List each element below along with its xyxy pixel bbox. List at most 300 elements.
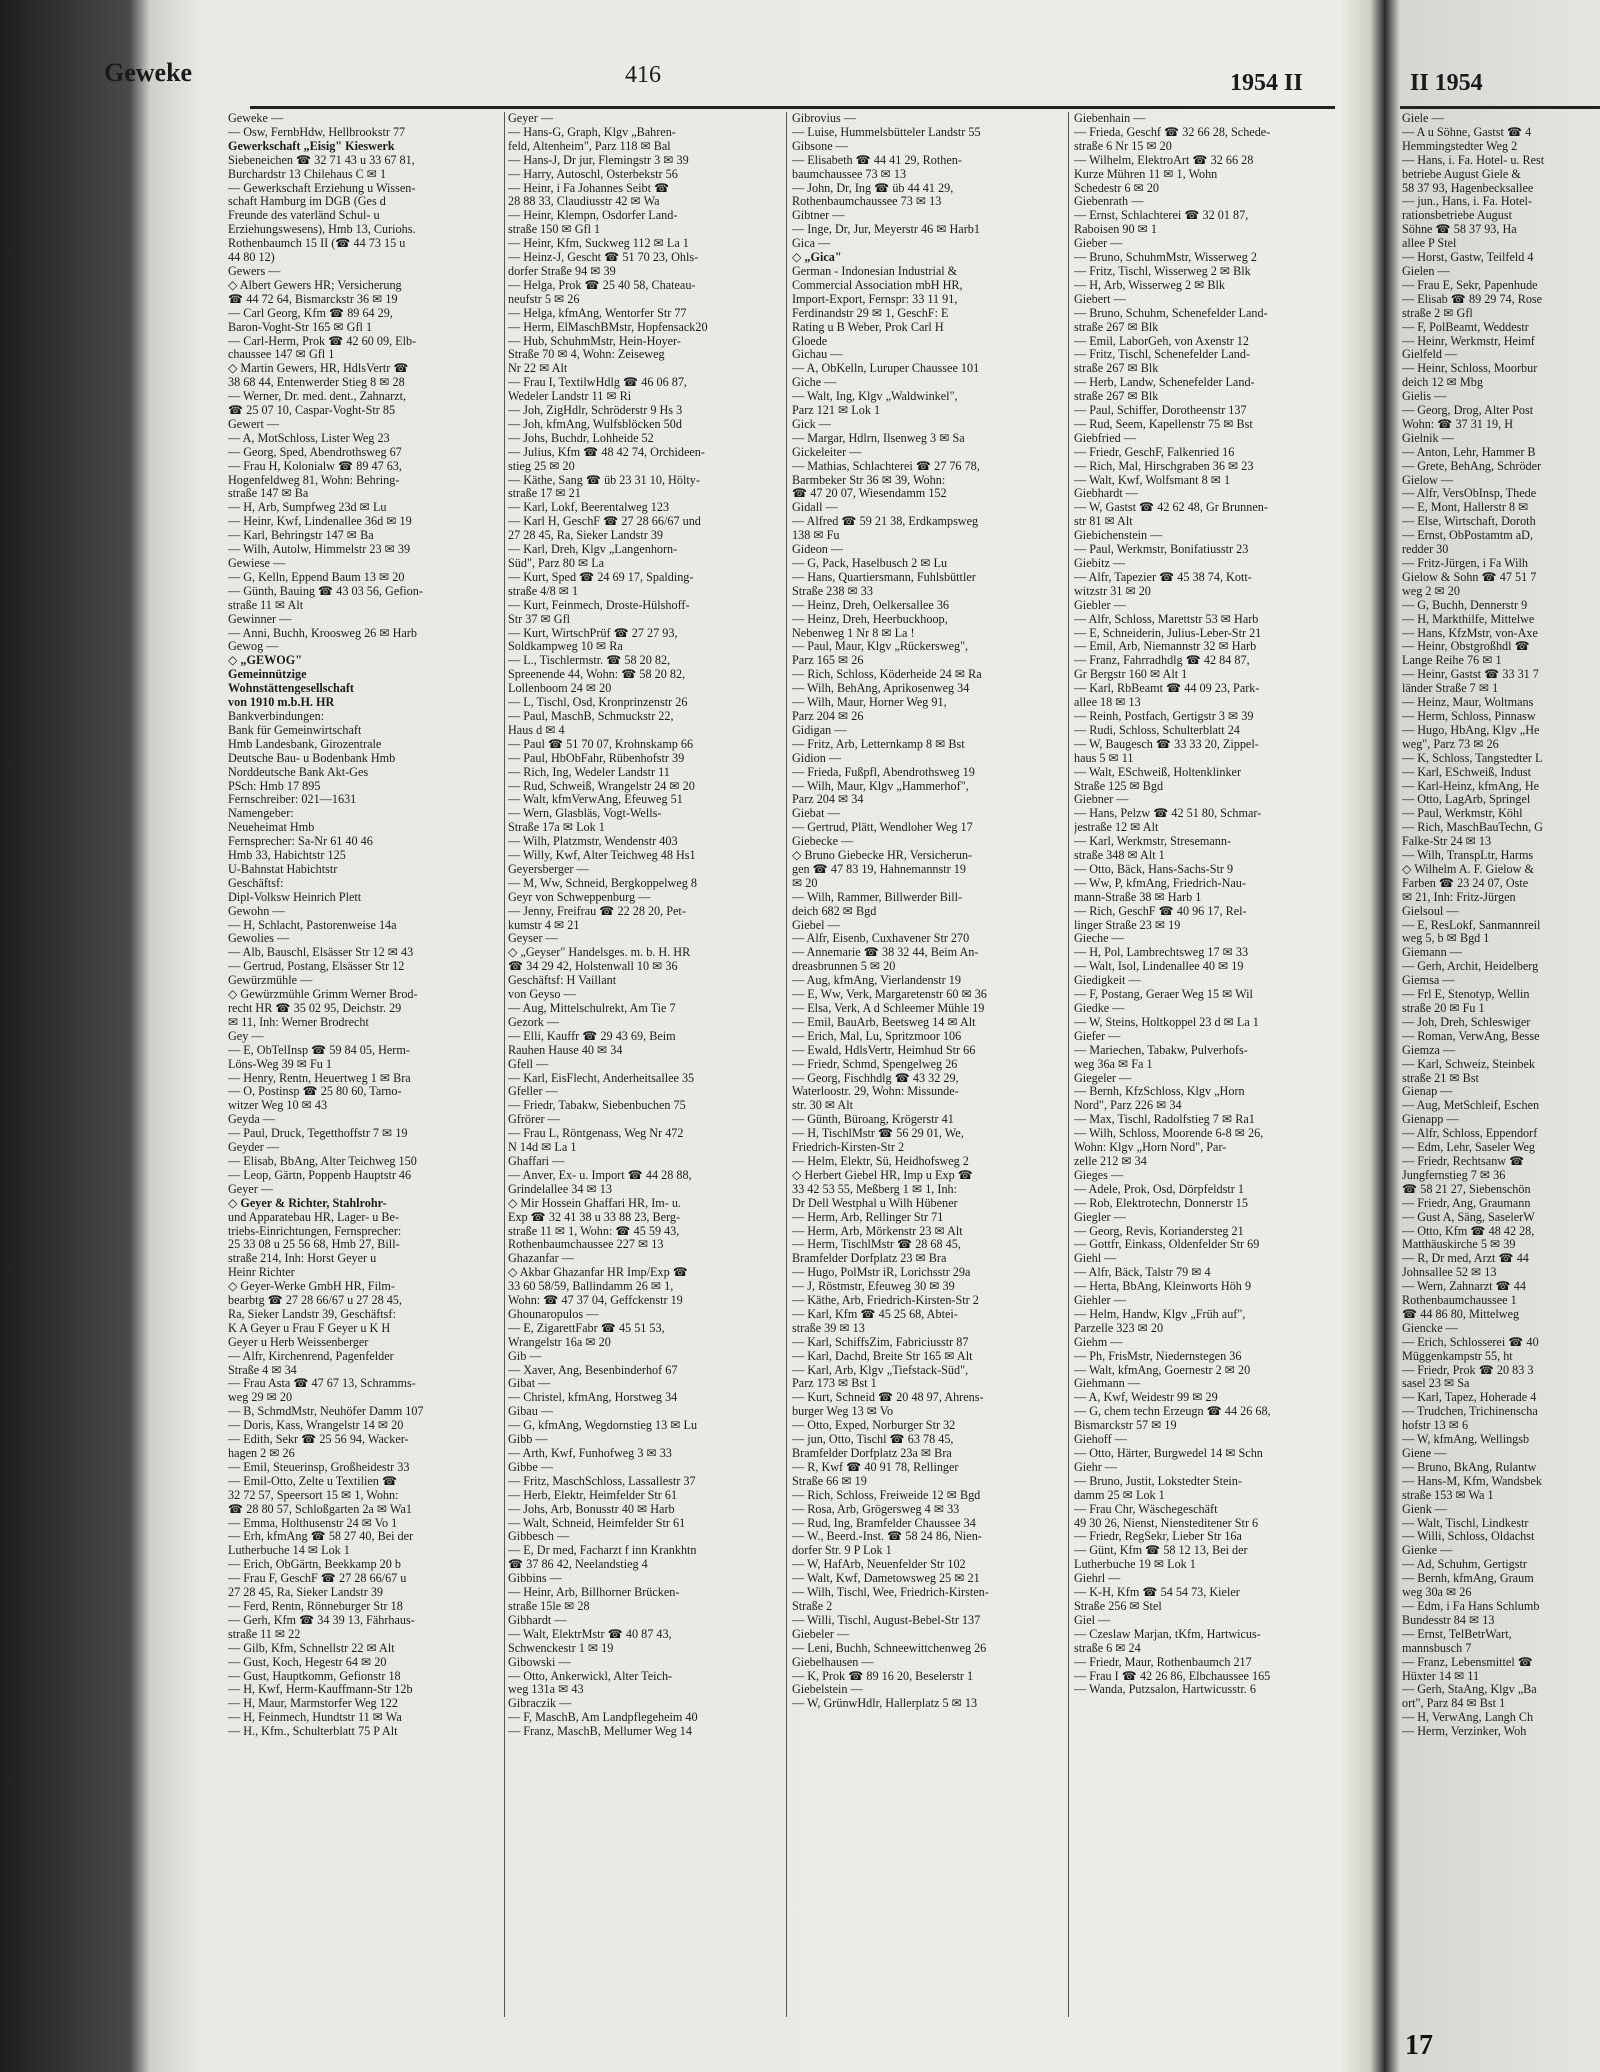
directory-entry-line: — E, ZigarettFabr ☎ 45 51 53, [508, 1321, 665, 1335]
directory-entry-line: Raboisen 90 ✉ 1 [1074, 223, 1157, 237]
directory-entry-line: — Alfred ☎ 59 21 38, Erdkampsweg [792, 515, 979, 529]
directory-entry-line: gen ☎ 47 83 19, Hahnemannstr 19 [792, 862, 966, 876]
directory-entry-line: — Gewerkschaft Erziehung u Wissen- [228, 181, 416, 195]
directory-entry-line: — Rud, Ing, Bramfelder Chaussee 34 [792, 1516, 976, 1530]
directory-entry-line: — Johs, Buchdr, Lohheide 52 [508, 431, 654, 445]
directory-entry-line: — H., Kfm., Schulterblatt 75 P Alt [228, 1725, 398, 1739]
directory-entry-line: — Hans-G, Graph, Klgv „Bahren- [508, 125, 676, 139]
directory-entry-line: — Karl, Arb, Klgv „Tiefstack-Süd", [792, 1363, 969, 1377]
directory-entry-line: Kurze Mühren 11 ✉ 1, Wohn [1074, 167, 1218, 181]
directory-entry-line: — Georg, Drog, Alter Post [1402, 404, 1534, 418]
directory-entry-line: Fernschreiber: 021—1631 [228, 793, 357, 807]
directory-entry-line: Geschäftsf: H Vaillant [508, 974, 617, 988]
directory-entry-line: Rauhen Hause 40 ✉ 34 [508, 1043, 623, 1057]
directory-entry-line: — Trudchen, Trichinenscha [1402, 1405, 1538, 1419]
directory-entry-line: Gibbe — [508, 1460, 554, 1474]
directory-column-3 [792, 112, 1064, 2017]
directory-entry-line: Giebat — [792, 807, 840, 821]
directory-entry-line: — Fritz, MaschSchloss, Lassallestr 37 [508, 1474, 696, 1488]
directory-entry-line: Giemsa — [1402, 974, 1455, 988]
directory-entry-line: Giebler — [1074, 598, 1126, 612]
directory-entry-line: Giebenhain — [1074, 112, 1146, 125]
directory-entry-line: — E, ObTelInsp ☎ 59 84 05, Herm- [228, 1043, 410, 1057]
directory-entry-line: — K-H, Kfm ☎ 54 54 73, Kieler [1074, 1586, 1240, 1600]
directory-entry-line: — Walt, ElektrMstr ☎ 40 87 43, [508, 1627, 672, 1641]
directory-entry-line: — Käthe, Arb, Friedrich-Kirsten-Str 2 [792, 1294, 979, 1308]
directory-entry-line: weg 5, b ✉ Bgd 1 [1402, 932, 1490, 946]
directory-entry-line: — Ww, P, kfmAng, Friedrich-Nau- [1074, 876, 1246, 890]
directory-entry-line: Gielnik — [1402, 431, 1454, 445]
directory-entry-line: Rating u B Weber, Prok Carl H [792, 320, 944, 334]
directory-entry-line: — G, chem techn Erzeugn ☎ 44 26 68, [1074, 1405, 1271, 1419]
directory-entry-line: und Apparatebau HR, Lager- u Be- [228, 1210, 399, 1224]
directory-entry-line: Giebenrath — [1074, 195, 1144, 209]
directory-entry-line: — Friedr, Tabakw, Siebenbuchen 75 [508, 1099, 686, 1113]
directory-entry-line: — Henry, Rentn, Heuertweg 1 ✉ Bra [228, 1071, 411, 1085]
column-divider [504, 112, 505, 2017]
directory-entry-line: straße 20 ✉ Fu 1 [1402, 1002, 1485, 1015]
directory-entry-line: Giebhardt — [1074, 487, 1138, 501]
directory-entry-line: triebs-Einrichtungen, Fernsprecher: [228, 1224, 402, 1238]
directory-entry-line: — Karl, Kfm ☎ 45 25 68, Abtei- [792, 1307, 958, 1321]
directory-entry-line: — Hugo, PolMstr iR, Lorichsstr 29a [792, 1266, 971, 1280]
directory-entry-line: — Günth, Bauing ☎ 43 03 56, Gefion- [228, 584, 423, 598]
directory-entry-line: — Wern, Glasbläs, Vogt-Wells- [508, 807, 662, 821]
directory-entry-line: — Harry, Autoschl, Osterbekstr 56 [508, 167, 678, 181]
directory-entry-line: ☎ 34 29 42, Holstenwall 10 ✉ 36 [508, 960, 678, 974]
directory-entry-line: — F, MaschB, Am Landpflegeheim 40 [508, 1711, 698, 1725]
directory-entry-line: — Fritz, Arb, Letternkamp 8 ✉ Bst [792, 737, 965, 751]
directory-entry-line: — M, Ww, Schneid, Bergkoppelweg 8 [508, 876, 697, 890]
directory-entry-line: Rothenbaumchaussee 73 ✉ 13 [792, 195, 942, 209]
directory-entry-line: Geyer — [228, 1182, 274, 1196]
directory-entry-line: Gica — [792, 237, 831, 251]
directory-entry-line: 33 42 53 55, Meßberg 1 ✉ 1, Inh: [792, 1182, 958, 1196]
directory-entry-line: — Walt, Kwf, Wolfsmant 8 ✉ 1 [1074, 473, 1231, 487]
directory-entry-line: — E, Dr med, Facharzt f inn Krankhtn [508, 1544, 697, 1558]
header-page-number: 416 [625, 62, 661, 88]
directory-entry-line: Gieges — [1074, 1168, 1124, 1182]
directory-entry-line: Siebeneichen ☎ 32 71 43 u 33 67 81, [228, 153, 415, 167]
directory-entry-line: — Joh, Dreh, Schleswiger [1402, 1015, 1531, 1029]
directory-entry-line: — R, Kwf ☎ 40 91 78, Rellinger [792, 1460, 959, 1474]
directory-entry-line: — O, Postinsp ☎ 25 80 60, Tarno- [228, 1085, 402, 1099]
directory-entry-line: Giedke — [1074, 1002, 1125, 1015]
directory-entry-line: Gibtner — [792, 209, 845, 223]
directory-entry-line: — Erich, Schlosserei ☎ 40 [1402, 1335, 1539, 1349]
directory-entry-line: ☎ 47 20 07, Wiesendamm 152 [792, 487, 947, 501]
directory-entry-line: Geyda — [228, 1113, 276, 1127]
directory-entry-line: — Herb, Elektr, Heimfelder Str 61 [508, 1488, 678, 1502]
directory-entry-line: straße 267 ✉ Blk [1074, 362, 1159, 376]
directory-entry-line: 138 ✉ Fu [792, 529, 840, 543]
directory-entry-line: — Rud, Seem, Kapellenstr 75 ✉ Bst [1074, 417, 1253, 431]
directory-entry-line: — Helga, Prok ☎ 25 40 58, Chateau- [508, 278, 696, 292]
directory-entry-line: Neueheimat Hmb [228, 821, 315, 835]
directory-entry-line: — Rich, MaschBauTechn, G [1402, 821, 1543, 835]
directory-entry-line: Gemeinnützige [228, 668, 307, 682]
directory-entry-line: — Wern, Zahnarzt ☎ 44 [1402, 1280, 1526, 1294]
directory-entry-line: ◇ Martin Gewers, HR, HdlsVertr ☎ [228, 362, 409, 376]
directory-entry-line: — Gertrud, Plätt, Wendloher Weg 17 [792, 821, 973, 835]
directory-entry-line: Geweke — [228, 112, 284, 125]
directory-entry-line: — F, PolBeamt, Weddestr [1402, 320, 1529, 334]
directory-entry-line: Nebenweg 1 Nr 8 ✉ La ! [792, 626, 915, 640]
directory-entry-line: — Paul, Druck, Tegetthoffstr 7 ✉ 19 [228, 1127, 408, 1141]
directory-entry-line: Giele — [1402, 112, 1444, 125]
directory-entry-line: Gick — [792, 417, 831, 431]
directory-entry-line: Dr Dell Westphal u Wilh Hübener [792, 1196, 958, 1210]
directory-entry-line: — Alfr, Eisenb, Cuxhavener Str 270 [792, 932, 970, 946]
directory-entry-line: jestraße 12 ✉ Alt [1074, 821, 1159, 835]
directory-entry-line: 25 33 08 u 25 56 68, Hmb 27, Bill- [228, 1238, 400, 1252]
directory-entry-line: ✉ 21, Inh: Fritz-Jürgen [1402, 890, 1516, 904]
directory-entry-line: Gielen — [1402, 264, 1450, 278]
directory-entry-line: mann-Straße 38 ✉ Harb 1 [1074, 890, 1202, 904]
directory-entry-line: — H, Pol, Lambrechtsweg 17 ✉ 33 [1074, 946, 1249, 960]
directory-entry-line: Gewog — [228, 640, 279, 654]
directory-entry-line: — Willy, Kwf, Alter Teichweg 48 Hs1 [508, 849, 696, 863]
directory-entry-line: Gickeleiter — [792, 445, 862, 459]
directory-entry-line: Süd", Parz 80 ✉ La [508, 557, 605, 570]
directory-entry-line: — Alfr, Tapezier ☎ 45 38 74, Kott- [1074, 570, 1252, 584]
directory-entry-line: Bramfelder Dorfplatz 23 ✉ Bra [792, 1252, 947, 1266]
directory-entry-line: Dipl-Volksw Heinrich Plett [228, 890, 362, 904]
directory-entry-line: — jun., Hans, i. Fa. Hotel- [1402, 195, 1532, 209]
directory-entry-line: Falke-Str 24 ✉ 13 [1402, 835, 1492, 849]
directory-entry-line: Bundesstr 84 ✉ 13 [1402, 1613, 1495, 1627]
directory-entry-line: ☎ 37 86 42, Neelandstieg 4 [508, 1558, 648, 1572]
directory-entry-line: — Max, Tischl, Radolfstieg 7 ✉ Ra1 [1074, 1113, 1255, 1127]
directory-entry-line: — Wilh, Autolw, Himmelstr 23 ✉ 39 [228, 543, 411, 557]
directory-entry-line: — Edith, Sekr ☎ 25 56 94, Wacker- [228, 1433, 409, 1447]
column-divider [1068, 112, 1069, 2017]
directory-entry-line: 27 28 45, Ra, Sieker Landstr 39 [508, 529, 664, 543]
directory-entry-line: — Herm, Arb, Mörkenstr 23 ✉ Alt [792, 1224, 963, 1238]
directory-entry-line: Jungfernstieg 7 ✉ 36 [1402, 1168, 1506, 1182]
directory-entry-line: str 81 ✉ Alt [1074, 515, 1133, 529]
directory-entry-line: — E, ResLokf, Sanmannreil [1402, 918, 1541, 932]
directory-entry-line: Johnsallee 52 ✉ 13 [1402, 1266, 1497, 1280]
directory-entry-line: Gewiese — [228, 557, 286, 570]
directory-entry-line: — H, Kwf, Herm-Kauffmann-Str 12b [228, 1683, 413, 1697]
column-divider [786, 112, 787, 2017]
directory-entry-line: Grindelallee 34 ✉ 13 [508, 1182, 612, 1196]
directory-entry-line: Straße 4 ✉ 34 [228, 1363, 297, 1377]
directory-entry-line: chaussee 147 ✉ Gfl 1 [228, 348, 335, 362]
directory-entry-line: Parz 204 ✉ 34 [792, 793, 864, 807]
directory-entry-line: — Xaver, Ang, Besenbinderhof 67 [508, 1363, 678, 1377]
directory-entry-line: — Ernst, ObPostamtm aD, [1402, 529, 1534, 543]
directory-entry-line: — Doris, Kass, Wrangelstr 14 ✉ 20 [228, 1419, 404, 1433]
directory-entry-line: — Otto, Kfm ☎ 48 42 28, [1402, 1224, 1535, 1238]
directory-entry-line: — Anton, Lehr, Hammer B [1402, 445, 1536, 459]
directory-entry-line: — Emil-Otto, Zelte u Textilien ☎ [228, 1474, 398, 1488]
directory-entry-line: ◇ Wilhelm A. F. Gielow & [1402, 862, 1534, 876]
directory-entry-line: linger Straße 23 ✉ 19 [1074, 918, 1181, 932]
directory-entry-line: — Karl, Dachd, Breite Str 165 ✉ Alt [792, 1349, 973, 1363]
directory-entry-line: Wrangelstr 16a ✉ 20 [508, 1335, 611, 1349]
directory-entry-line: — Herta, BbAng, Kleinworts Höh 9 [1074, 1280, 1252, 1294]
directory-entry-line: — H, Feinmech, Hundtstr 11 ✉ Wa [228, 1711, 402, 1725]
directory-entry-line: Baron-Voght-Str 165 ✉ Gfl 1 [228, 320, 373, 334]
directory-entry-line: ◇ Herbert Giebel HR, Imp u Exp ☎ [792, 1168, 973, 1182]
directory-entry-line: von Geyso — [508, 988, 576, 1002]
directory-entry-line: — A, Kwf, Weidestr 99 ✉ 29 [1074, 1391, 1218, 1405]
directory-entry-line: — E, Ww, Verk, Margaretenstr 60 ✉ 36 [792, 988, 987, 1002]
directory-entry-line: Farben ☎ 23 24 07, Oste [1402, 876, 1529, 890]
directory-entry-line: — Walt, Isol, Lindenallee 40 ✉ 19 [1074, 960, 1244, 974]
directory-entry-line: Ferdinandstr 29 ✉ 1, GeschF: E [792, 306, 949, 320]
directory-entry-line: — G, Buchh, Dennerstr 9 [1402, 598, 1528, 612]
directory-entry-line: Giehmann — [1074, 1377, 1141, 1391]
directory-entry-line: Wohnstättengesellschaft [228, 682, 354, 696]
directory-entry-line: — Rich, Schloss, Freiweide 12 ✉ Bgd [792, 1488, 981, 1502]
directory-entry-line: Rothenbaumch 15 II (☎ 44 73 15 u [228, 237, 406, 251]
directory-entry-line: straße 150 ✉ Gfl 1 [508, 223, 601, 237]
directory-entry-line: — Wilh, Platzmstr, Wendenstr 403 [508, 835, 678, 849]
directory-entry-line: — Wilh, Schloss, Moorende 6-8 ✉ 26, [1074, 1127, 1264, 1141]
directory-entry-line: — Gerh, Archit, Heidelberg [1402, 960, 1539, 974]
directory-entry-line: — Fritz, Tischl, Schenefelder Land- [1074, 348, 1251, 362]
directory-entry-line: — Emil, BauArb, Beetsweg 14 ✉ Alt [792, 1015, 976, 1029]
directory-entry-line: recht HR ☎ 35 02 95, Deichstr. 29 [228, 1002, 402, 1015]
directory-entry-line: ◇ „GEWOG" [228, 654, 303, 668]
directory-entry-line: Haus d ✉ 4 [508, 723, 565, 737]
directory-entry-line: Parzelle 323 ✉ 20 [1074, 1321, 1164, 1335]
directory-entry-line: Gibbins — [508, 1572, 562, 1586]
directory-entry-line: — Frau F, GeschF ☎ 27 28 66/67 u [228, 1572, 407, 1586]
directory-entry-line: Geyersberger — [508, 862, 589, 876]
directory-entry-line: — Georg, Revis, Koriandersteg 21 [1074, 1224, 1244, 1238]
directory-entry-line: Nr 22 ✉ Alt [508, 362, 568, 376]
directory-entry-line: Gfeller — [508, 1085, 558, 1099]
directory-entry-line: — Elsa, Verk, A d Schleemer Mühle 19 [792, 1002, 985, 1015]
directory-entry-line: — Walt, Ing, Klgv „Waldwinkel", [792, 390, 958, 404]
directory-entry-line: Gibbesch — [508, 1530, 570, 1544]
directory-entry-line: — Margar, Hdlrn, Ilsenweg 3 ✉ Sa [792, 431, 965, 445]
directory-entry-line: — Friedr, GeschF, Falkenried 16 [1074, 445, 1235, 459]
directory-entry-line: straße 214, Inh: Horst Geyer u [228, 1252, 377, 1266]
directory-entry-line: — E, Mont, Hallerstr 8 ✉ [1402, 501, 1529, 515]
directory-entry-line: Giel — [1074, 1613, 1111, 1627]
directory-entry-line: — Osw, FernbHdw, Hellbrookstr 77 [228, 125, 406, 139]
directory-entry-line: — H, TischlMstr ☎ 56 29 01, We, [792, 1127, 964, 1141]
directory-entry-line: — Rich, Schloss, Köderheide 24 ✉ Ra [792, 668, 982, 682]
directory-entry-line: straße 15le ✉ 28 [508, 1599, 590, 1613]
directory-entry-line: Gewerkschaft „Eisig" Kieswerk [228, 139, 395, 153]
directory-entry-line: — Paul ☎ 51 70 07, Krohnskamp 66 [508, 737, 694, 751]
directory-entry-line: Wohn: ☎ 47 37 04, Geffckenstr 19 [508, 1294, 683, 1308]
directory-entry-line: — Emma, Holthusenstr 24 ✉ Vo 1 [228, 1516, 398, 1530]
directory-entry-line: — Bruno, Schuhm, Schenefelder Land- [1074, 306, 1268, 320]
directory-entry-line: N 14d ✉ La 1 [508, 1141, 577, 1155]
directory-entry-line: Gidion — [792, 751, 842, 765]
directory-entry-line: 33 60 58/59, Ballindamm 26 ✉ 1, [508, 1280, 674, 1294]
directory-entry-line: burger Weg 13 ✉ Vo [792, 1405, 894, 1419]
directory-entry-line: straße 11 ✉ Alt [228, 598, 304, 612]
directory-entry-line: Giebeler — [792, 1627, 850, 1641]
directory-entry-line: — W, Baugesch ☎ 33 33 20, Zippel- [1074, 737, 1259, 751]
directory-entry-line: haus 5 ✉ 11 [1074, 751, 1134, 765]
directory-entry-line: — Gust, Koch, Hegestr 64 ✉ 20 [228, 1655, 387, 1669]
directory-entry-line: Lutherbuche 14 ✉ Lok 1 [228, 1544, 350, 1558]
directory-entry-line: — H, Arb, Sumpfweg 23d ✉ Lu [228, 501, 387, 515]
directory-entry-line: redder 30 [1402, 543, 1449, 557]
directory-entry-line: Giehl — [1074, 1252, 1117, 1266]
directory-entry-line: witzer Weg 10 ✉ 43 [228, 1099, 328, 1113]
directory-entry-line: ort", Parz 84 ✉ Bst 1 [1402, 1697, 1506, 1711]
directory-entry-line: Bramfelder Dorfplatz 23a ✉ Bra [792, 1447, 952, 1460]
directory-entry-line: weg 131a ✉ 43 [508, 1683, 584, 1697]
directory-entry-line: — Horst, Gastw, Teilfeld 4 [1402, 251, 1534, 265]
directory-entry-line: Str 37 ✉ Gfl [508, 612, 571, 626]
directory-entry-line: Gienke — [1402, 1544, 1453, 1558]
directory-entry-line: straße 348 ✉ Alt 1 [1074, 849, 1165, 863]
directory-entry-line: hagen 2 ✉ 26 [228, 1447, 295, 1460]
directory-entry-line: 38 68 44, Entenwerder Stieg 8 ✉ 28 [228, 376, 405, 390]
directory-entry-line: Bankverbindungen: [228, 709, 325, 723]
directory-entry-line: Gielsoul — [1402, 904, 1459, 918]
directory-entry-line: Giebner — [1074, 793, 1129, 807]
directory-entry-line: — Kurt, Sped ☎ 24 69 17, Spalding- [508, 570, 694, 584]
directory-entry-line: Gewolies — [228, 932, 290, 946]
directory-entry-line: Gezork — [508, 1015, 560, 1029]
directory-entry-line: Import-Export, Fernspr: 33 11 91, [792, 292, 958, 306]
directory-entry-line: — A u Söhne, Gastst ☎ 4 [1402, 125, 1532, 139]
directory-entry-line: — Friedr, RegSekr, Lieber Str 16a [1074, 1530, 1242, 1544]
directory-entry-line: Gewert — [228, 417, 280, 431]
directory-entry-line: — Herm, Arb, Rellinger Str 71 [792, 1210, 944, 1224]
directory-entry-line: — G, Pack, Haselbusch 2 ✉ Lu [792, 557, 948, 570]
directory-entry-line: — Gerh, Kfm ☎ 34 39 13, Fährhaus- [228, 1613, 415, 1627]
directory-entry-line: — Rudi, Schloss, Schulterblatt 24 [1074, 723, 1240, 737]
directory-entry-line: länder Straße 7 ✉ 1 [1402, 682, 1499, 696]
directory-entry-line: witzstr 31 ✉ 20 [1074, 584, 1151, 598]
directory-entry-line: Gielow — [1402, 473, 1454, 487]
directory-entry-line: Gewers — [228, 264, 281, 278]
directory-entry-line: Hmb 33, Habichtstr 125 [228, 849, 346, 863]
directory-entry-line: — Hugo, HbAng, Klgv „He [1402, 723, 1540, 737]
directory-entry-line: weg 2 ✉ 20 [1402, 584, 1460, 598]
directory-column-1 [228, 112, 500, 2017]
directory-entry-line: Müggenkampstr 55, ht [1402, 1349, 1513, 1363]
directory-entry-line: Geyser — [508, 932, 558, 946]
directory-entry-line: — Gust, Hauptkomm, Gefionstr 18 [228, 1669, 401, 1683]
directory-entry-line: — Hans, i. Fa. Hotel- u. Rest [1402, 153, 1545, 167]
directory-entry-line: Giencke — [1402, 1321, 1458, 1335]
directory-entry-line: Giehm — [1074, 1335, 1123, 1349]
directory-entry-line: Hüxter 14 ✉ 11 [1402, 1669, 1480, 1683]
directory-entry-line: — G, Kelln, Eppend Baum 13 ✉ 20 [228, 570, 405, 584]
directory-entry-line: Soldkampweg 10 ✉ Ra [508, 640, 623, 654]
directory-entry-line: — Ernst, Schlachterei ☎ 32 01 87, [1074, 209, 1249, 223]
directory-entry-line: Hemmingstedter Weg 2 [1402, 139, 1518, 153]
directory-entry-line: von 1910 m.b.H. HR [228, 696, 335, 710]
directory-entry-line: Freunde des vaterländ Schul- u [228, 209, 380, 223]
directory-entry-line: — Adele, Prok, Osd, Dörpfeldstr 1 [1074, 1182, 1244, 1196]
directory-entry-line: — Hans, KfzMstr, von-Axe [1402, 626, 1538, 640]
directory-entry-line: — W, kfmAng, Wellingsb [1402, 1433, 1530, 1447]
directory-entry-line: — Hub, SchuhmMstr, Hein-Hoyer- [508, 334, 681, 348]
directory-entry-line: straße 21 ✉ Bst [1402, 1071, 1479, 1085]
directory-entry-line: — Heinr, Kwf, Lindenallee 36d ✉ 19 [228, 515, 412, 529]
directory-entry-line: Giefer — [1074, 1029, 1121, 1043]
directory-entry-line: — Karl-Heinz, kfmAng, He [1402, 779, 1540, 793]
directory-entry-line: — Friedr, Maur, Rothenbaumch 217 [1074, 1655, 1252, 1669]
directory-entry-line: — Karl, SchiffsZim, Fabriciusstr 87 [792, 1335, 969, 1349]
directory-entry-line: — Karl, Dreh, Klgv „Langenhorn- [508, 543, 678, 557]
directory-entry-line: — Wilhelm, ElektroArt ☎ 32 66 28 [1074, 153, 1254, 167]
directory-entry-line: Gielis — [1402, 390, 1447, 404]
directory-entry-line: — Rich, Mal, Hirschgraben 36 ✉ 23 [1074, 459, 1254, 473]
directory-entry-line: — A, MotSchloss, Lister Weg 23 [228, 431, 390, 445]
directory-entry-line: Burchardstr 13 Chilehaus C ✉ 1 [228, 167, 387, 181]
directory-entry-line: Gielow & Sohn ☎ 47 51 7 [1402, 570, 1537, 584]
directory-entry-line: — Wilh, Rammer, Billwerder Bill- [792, 890, 963, 904]
directory-entry-line: Wedeler Landstr 11 ✉ Ri [508, 390, 632, 404]
directory-entry-line: — Otto, Härter, Burgwedel 14 ✉ Schn [1074, 1447, 1263, 1460]
directory-entry-line: Gibb — [508, 1433, 548, 1447]
directory-entry-line: — Herm, ElMaschBMstr, Hopfensack20 [508, 320, 708, 334]
directory-entry-line: — Frl E, Stenotyp, Wellin [1402, 988, 1530, 1002]
directory-entry-line: — Friedr, Rechtsanw ☎ [1402, 1154, 1525, 1168]
directory-entry-line: Gienk — [1402, 1502, 1448, 1516]
directory-entry-line: — Emil, LaborGeh, von Axenstr 12 [1074, 334, 1249, 348]
directory-entry-line: dorfer Str. 9 P Lok 1 [792, 1544, 892, 1558]
directory-entry-line: Ra, Sieker Landstr 39, Geschäftsf: [228, 1307, 396, 1321]
directory-entry-line: — Heinr, Werkmstr, Heimf [1402, 334, 1535, 348]
directory-entry-line: Lollenboom 24 ✉ 20 [508, 682, 612, 696]
directory-entry-line: — Aug, kfmAng, Vierlandenstr 19 [792, 974, 961, 988]
directory-entry-line: ◇ Gewürzmühle Grimm Werner Brod- [228, 988, 418, 1002]
directory-entry-line: — Walt, Kwf, Dametowsweg 25 ✉ 21 [792, 1572, 980, 1586]
directory-entry-line: Parz 204 ✉ 26 [792, 709, 864, 723]
directory-entry-line: — Otto, LagArb, Springel [1402, 793, 1531, 807]
directory-entry-line: straße 6 ✉ 24 [1074, 1641, 1141, 1655]
directory-entry-line: zelle 212 ✉ 34 [1074, 1154, 1147, 1168]
directory-entry-line: — Bruno, SchuhmMstr, Wisserweg 2 [1074, 251, 1257, 265]
directory-entry-line: — Alfr, VersObInsp, Thede [1402, 487, 1537, 501]
directory-entry-line: — Heinr, Arb, Billhorner Brücken- [508, 1586, 680, 1600]
directory-entry-line: Straße 2 [792, 1599, 833, 1613]
directory-entry-line: — Wilh, Maur, Horner Weg 91, [792, 696, 947, 710]
directory-entry-line: — Edm, i Fa Hans Schlumb [1402, 1599, 1540, 1613]
directory-entry-line: — Frau I, TextilwHdlg ☎ 46 06 87, [508, 376, 687, 390]
directory-entry-line: Norddeutsche Bank Akt-Ges [228, 765, 369, 779]
directory-entry-line: rationsbetriebe August [1402, 209, 1513, 223]
directory-entry-line: — Leni, Buchh, Schneewittchenweg 26 [792, 1641, 987, 1655]
directory-entry-line: Gfell — [508, 1057, 549, 1071]
directory-entry-line: — Hans-M, Kfm, Wandsbek [1402, 1474, 1542, 1488]
directory-entry-line: Nord", Parz 226 ✉ 34 [1074, 1099, 1182, 1113]
directory-entry-line: Geyder — [228, 1141, 280, 1155]
directory-entry-line: Rothenbaumchaussee 227 ✉ 13 [508, 1238, 664, 1252]
directory-entry-line: Waterloostr. 29, Wohn: Missunde- [792, 1085, 959, 1099]
directory-entry-line: — Gerh, StaAng, Klgv „Ba [1402, 1683, 1537, 1697]
directory-entry-line: — Günth, Büroang, Krögerstr 41 [792, 1113, 954, 1127]
directory-entry-line: Gienap — [1402, 1085, 1453, 1099]
directory-entry-line: — Joh, ZigHdlr, Schröderstr 9 Hs 3 [508, 404, 683, 418]
directory-entry-line: — Helm, Handw, Klgv „Früh auf", [1074, 1307, 1246, 1321]
directory-entry-line: — Käthe, Sang ☎ üb 23 31 10, Hölty- [508, 473, 700, 487]
directory-entry-line: — Rob, Elektrotechn, Donnerstr 15 [1074, 1196, 1248, 1210]
directory-entry-line: Fernsprecher: Sa-Nr 61 40 46 [228, 835, 373, 849]
header-year: 1954 II [1230, 70, 1303, 96]
directory-entry-line: Giemza — [1402, 1043, 1456, 1057]
directory-entry-line: Gewinner — [228, 612, 292, 626]
directory-entry-line: — Karl, RbBeamt ☎ 44 09 23, Park- [1074, 682, 1260, 696]
